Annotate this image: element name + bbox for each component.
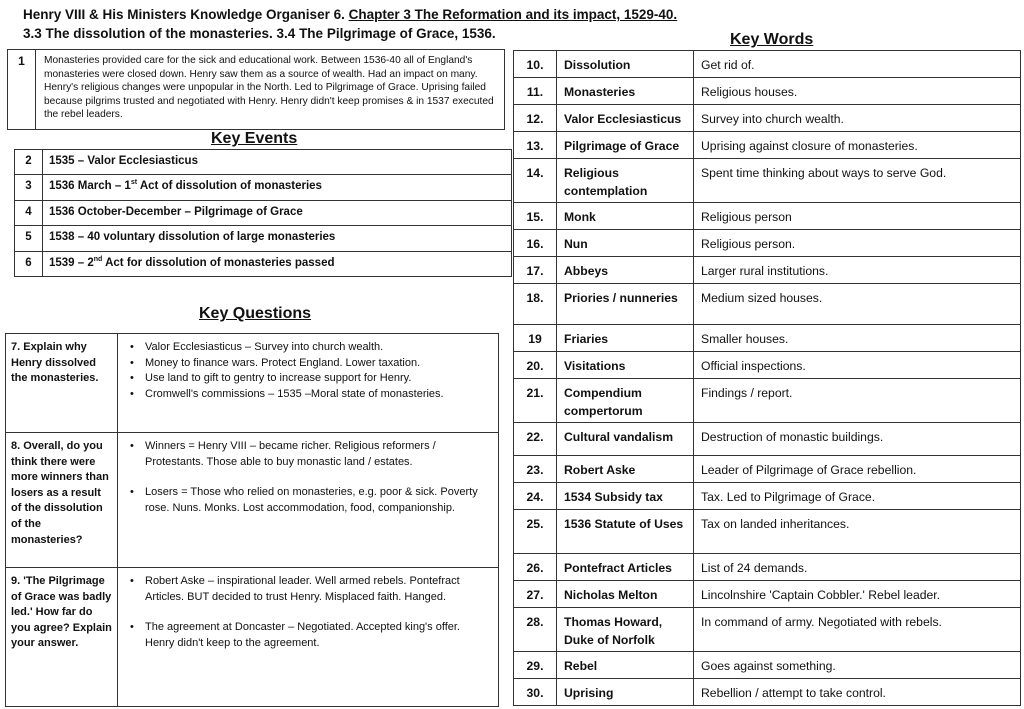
word-term: Religious contemplation <box>557 159 694 203</box>
key-words-heading: Key Words <box>730 31 814 48</box>
word-row <box>514 608 1021 652</box>
word-number: 20. <box>514 352 557 379</box>
answer-cell <box>118 433 499 568</box>
word-term: 1536 Statute of Uses <box>557 510 694 554</box>
word-number: 29. <box>514 652 557 679</box>
question-text: 7. Explain why Henry dissolved the monasteries. <box>6 334 118 433</box>
question-row <box>6 334 499 433</box>
title-chapter: Chapter 3 The Reformation and its impact, 1529-40. <box>348 7 678 22</box>
word-term: Rebel <box>557 652 694 679</box>
event-number: 5 <box>15 226 43 251</box>
word-row <box>514 510 1021 554</box>
event-text <box>43 251 512 276</box>
word-term: Robert Aske <box>557 456 694 483</box>
word-row <box>514 554 1021 581</box>
word-row <box>514 257 1021 284</box>
word-term: Compendium compertorum <box>557 379 694 423</box>
word-number: 13. <box>514 132 557 159</box>
event-number: 4 <box>15 200 43 225</box>
answer-bullet: • Winners = Henry VIII – became richer. Religious reformers / Protestants. Those able to buy monastic land / estates. <box>128 439 490 470</box>
word-definition: Religious person. <box>694 230 1021 257</box>
word-number: 19 <box>514 325 557 352</box>
word-number: 22. <box>514 423 557 456</box>
word-row <box>514 352 1021 379</box>
event-text-start: 1536 March – 1 <box>49 180 131 193</box>
word-number: 21. <box>514 379 557 423</box>
intro-box <box>7 49 505 130</box>
word-definition: Official inspections. <box>694 352 1021 379</box>
word-row <box>514 203 1021 230</box>
word-number: 28. <box>514 608 557 652</box>
page-subtitle: 3.3 The dissolution of the monasteries. 3.4 The Pilgrimage of Grace, 1536. <box>23 26 496 41</box>
answer-list <box>128 574 490 651</box>
word-row <box>514 581 1021 608</box>
word-term: Monk <box>557 203 694 230</box>
answer-cell <box>118 334 499 433</box>
word-row <box>514 78 1021 105</box>
event-row <box>15 226 512 251</box>
word-term: Dissolution <box>557 51 694 78</box>
word-term: Monasteries <box>557 78 694 105</box>
event-text: 1538 – 40 voluntary dissolution of large monasteries <box>43 226 512 251</box>
word-number: 17. <box>514 257 557 284</box>
word-row <box>514 456 1021 483</box>
word-number: 16. <box>514 230 557 257</box>
word-definition: Spent time thinking about ways to serve God. <box>694 159 1021 203</box>
event-number: 6 <box>15 251 43 276</box>
answer-list <box>128 340 490 402</box>
word-term: Uprising <box>557 679 694 706</box>
answer-list <box>128 439 490 516</box>
word-term: 1534 Subsidy tax <box>557 483 694 510</box>
word-term: Thomas Howard, Duke of Norfolk <box>557 608 694 652</box>
event-number: 3 <box>15 175 43 200</box>
event-number: 2 <box>15 150 43 175</box>
word-definition: Religious person <box>694 203 1021 230</box>
ordinal-suffix: nd <box>93 255 103 263</box>
event-row <box>15 175 512 200</box>
intro-number: 1 <box>8 50 36 129</box>
word-definition: List of 24 demands. <box>694 554 1021 581</box>
event-text-start: 1539 – 2 <box>49 256 94 269</box>
event-row <box>15 150 512 175</box>
word-number: 24. <box>514 483 557 510</box>
word-row <box>514 159 1021 203</box>
event-text: 1536 October-December – Pilgrimage of Grace <box>43 200 512 225</box>
word-term: Pilgrimage of Grace <box>557 132 694 159</box>
word-row <box>514 325 1021 352</box>
word-row <box>514 230 1021 257</box>
word-number: 18. <box>514 284 557 325</box>
key-events-table <box>14 149 512 277</box>
word-term: Cultural vandalism <box>557 423 694 456</box>
answer-bullet: • Robert Aske – inspirational leader. Well armed rebels. Pontefract Articles. BUT decided to trust Henry. Misplaced faith. Hanged. <box>128 574 490 605</box>
answer-cell <box>118 568 499 707</box>
word-number: 11. <box>514 78 557 105</box>
question-text: 9. 'The Pilgrimage of Grace was badly led.' How far do you agree? Explain your answer. <box>6 568 118 707</box>
event-text-end: Act of dissolution of monasteries <box>137 180 322 193</box>
word-row <box>514 483 1021 510</box>
answer-bullet: • Cromwell's commissions – 1535 –Moral state of monasteries. <box>128 387 490 403</box>
word-number: 23. <box>514 456 557 483</box>
question-text: 8. Overall, do you think there were more winners than losers as a result of the dissolution of the monasteries? <box>6 433 118 568</box>
word-row <box>514 284 1021 325</box>
word-term: Friaries <box>557 325 694 352</box>
word-definition: Destruction of monastic buildings. <box>694 423 1021 456</box>
answer-bullet: • Money to finance wars. Protect England. Lower taxation. <box>128 356 490 372</box>
word-definition: Medium sized houses. <box>694 284 1021 325</box>
event-text <box>43 175 512 200</box>
word-row <box>514 423 1021 456</box>
word-term: Visitations <box>557 352 694 379</box>
answer-bullet: • Losers = Those who relied on monasteries, e.g. poor & sick. Poverty rose. Nuns. Monks. Lost accommodation, food, companionship. <box>128 485 490 516</box>
word-term: Priories / nunneries <box>557 284 694 325</box>
word-number: 27. <box>514 581 557 608</box>
event-text: 1535 – Valor Ecclesiasticus <box>43 150 512 175</box>
word-number: 10. <box>514 51 557 78</box>
word-row <box>514 679 1021 706</box>
word-definition: Goes against something. <box>694 652 1021 679</box>
word-term: Abbeys <box>557 257 694 284</box>
intro-text: Monasteries provided care for the sick and educational work. Between 1536-40 all of England's monasteries were closed down. Henry saw them as a source of wealth. Had an impact on many. Henry's religious changes were unpopular in the North. Led to Pilgrimage of Grace. Uprising failed because pilgrims trusted and negotiated with Henry. Henry didn't keep promises & in 1537 executed the rebel leaders. <box>44 55 494 121</box>
key-questions-heading: Key Questions <box>199 305 312 322</box>
word-definition: Tax on landed inheritances. <box>694 510 1021 554</box>
word-definition: Tax. Led to Pilgrimage of Grace. <box>694 483 1021 510</box>
word-row <box>514 105 1021 132</box>
word-definition: Religious houses. <box>694 78 1021 105</box>
word-definition: Lincolnshire 'Captain Cobbler.' Rebel leader. <box>694 581 1021 608</box>
ordinal-suffix: st <box>130 179 138 187</box>
question-row <box>6 433 499 568</box>
word-number: 12. <box>514 105 557 132</box>
word-definition: Smaller houses. <box>694 325 1021 352</box>
word-definition: Findings / report. <box>694 379 1021 423</box>
key-questions-table <box>5 333 499 707</box>
word-definition: In command of army. Negotiated with rebels. <box>694 608 1021 652</box>
event-row <box>15 200 512 225</box>
word-row <box>514 51 1021 78</box>
title-main: Henry VIII & His Ministers Knowledge Organiser 6. <box>23 7 349 22</box>
word-term: Nun <box>557 230 694 257</box>
word-term: Nicholas Melton <box>557 581 694 608</box>
answer-bullet: • The agreement at Doncaster – Negotiated. Accepted king's offer. Henry didn't keep to the agreement. <box>128 620 490 651</box>
word-number: 25. <box>514 510 557 554</box>
answer-bullet: • Use land to gift to gentry to increase support for Henry. <box>128 371 490 387</box>
word-row <box>514 379 1021 423</box>
key-words-table <box>513 50 1021 706</box>
word-definition: Survey into church wealth. <box>694 105 1021 132</box>
answer-bullet: • Valor Ecclesiasticus – Survey into church wealth. <box>128 340 490 356</box>
word-definition: Rebellion / attempt to take control. <box>694 679 1021 706</box>
word-term: Valor Ecclesiasticus <box>557 105 694 132</box>
event-row <box>15 251 512 276</box>
word-number: 26. <box>514 554 557 581</box>
word-number: 30. <box>514 679 557 706</box>
word-row <box>514 652 1021 679</box>
word-row <box>514 132 1021 159</box>
event-text-end: Act for dissolution of monasteries passed <box>102 256 335 269</box>
word-definition: Uprising against closure of monasteries. <box>694 132 1021 159</box>
word-definition: Get rid of. <box>694 51 1021 78</box>
word-number: 15. <box>514 203 557 230</box>
question-row <box>6 568 499 707</box>
word-definition: Larger rural institutions. <box>694 257 1021 284</box>
key-events-heading: Key Events <box>211 130 298 147</box>
word-term: Pontefract Articles <box>557 554 694 581</box>
page-title <box>23 7 677 22</box>
word-number: 14. <box>514 159 557 203</box>
word-definition: Leader of Pilgrimage of Grace rebellion. <box>694 456 1021 483</box>
